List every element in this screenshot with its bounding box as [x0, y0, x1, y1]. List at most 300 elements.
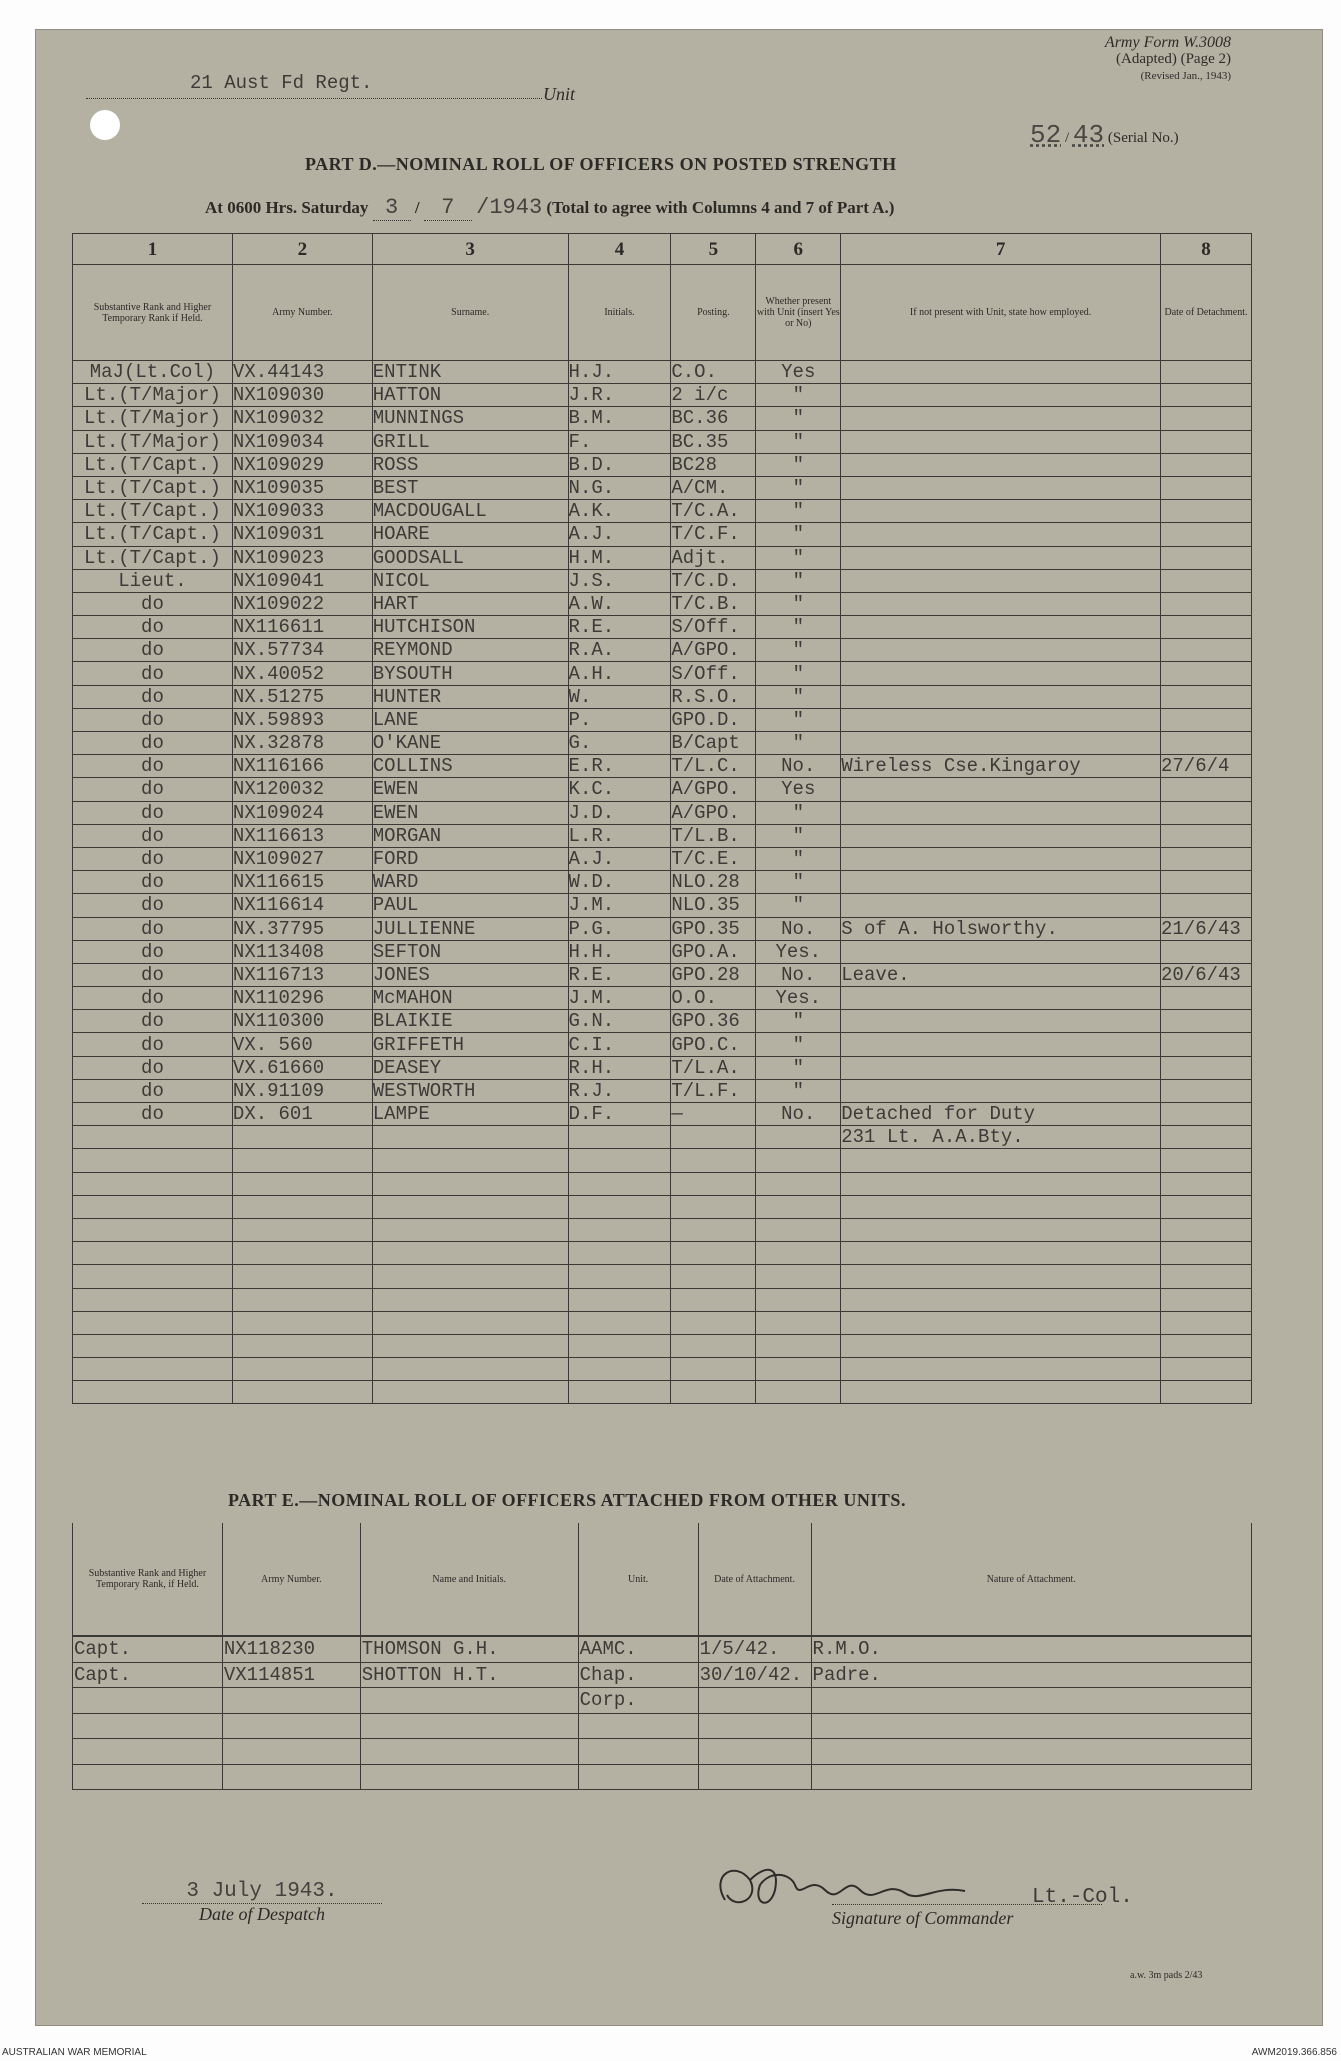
cell-army-number: NX109035 [232, 476, 372, 499]
cell-army-number: VX. 560 [232, 1033, 372, 1056]
cell-detachment-date [1160, 987, 1251, 1010]
cell-initials [568, 1195, 671, 1218]
cell-rank: do [73, 1033, 233, 1056]
cell-present: " [756, 476, 841, 499]
header-initials: Initials. [568, 265, 671, 361]
table-row [73, 963, 1252, 986]
cell-posting [671, 1242, 756, 1265]
pe-cell-name [360, 1764, 578, 1790]
cell-surname: ENTINK [372, 361, 568, 384]
cell-surname: COLLINS [372, 755, 568, 778]
cell-initials: E.R. [568, 755, 671, 778]
cell-army-number: NX116614 [232, 894, 372, 917]
table-row [73, 361, 1252, 384]
cell-army-number: NX109030 [232, 384, 372, 407]
table-row [73, 453, 1252, 476]
pe-cell-army-number: VX114851 [222, 1662, 360, 1688]
cell-initials: A.W. [568, 592, 671, 615]
col-num-2: 2 [232, 234, 372, 265]
cell-surname [372, 1218, 568, 1241]
cell-detachment-date [1160, 1172, 1251, 1195]
cell-employed [841, 1288, 1161, 1311]
cell-army-number: NX116615 [232, 871, 372, 894]
cell-detachment-date [1160, 732, 1251, 755]
cell-posting: GPO.28 [671, 963, 756, 986]
pe-cell-nature [811, 1764, 1251, 1790]
cell-initials: W. [568, 685, 671, 708]
pe-cell-rank: Capt. [73, 1636, 223, 1662]
table-row [73, 1739, 1252, 1765]
cell-posting: S/Off. [671, 662, 756, 685]
cell-present: " [756, 1079, 841, 1102]
header-detachment-date: Date of Detachment. [1160, 265, 1251, 361]
cell-army-number [232, 1126, 372, 1149]
pe-cell-rank [73, 1688, 223, 1714]
cell-employed: S of A. Holsworthy. [841, 917, 1161, 940]
cell-present [756, 1381, 841, 1404]
cell-posting [671, 1311, 756, 1334]
cell-army-number: NX116613 [232, 824, 372, 847]
cell-present: " [756, 616, 841, 639]
cell-employed [841, 430, 1161, 453]
col-num-4: 4 [568, 234, 671, 265]
cell-present: Yes. [756, 987, 841, 1010]
cell-detachment-date [1160, 1079, 1251, 1102]
cell-initials: P.G. [568, 917, 671, 940]
cell-initials [568, 1311, 671, 1334]
cell-rank: do [73, 708, 233, 731]
cell-detachment-date [1160, 847, 1251, 870]
table-row [73, 1195, 1252, 1218]
cell-surname: GRILL [372, 430, 568, 453]
pe-cell-rank: Capt. [73, 1662, 223, 1688]
cell-posting: A/GPO. [671, 778, 756, 801]
despatch-block [142, 1880, 382, 1925]
cell-rank [73, 1311, 233, 1334]
despatch-label: Date of Despatch [199, 1904, 325, 1924]
cell-posting: GPO.36 [671, 1010, 756, 1033]
cell-surname: BEST [372, 476, 568, 499]
cell-employed [841, 685, 1161, 708]
cell-initials [568, 1381, 671, 1404]
table-row [73, 384, 1252, 407]
cell-employed [841, 1358, 1161, 1381]
cell-army-number: NX116713 [232, 963, 372, 986]
serial-label: (Serial No.) [1107, 130, 1179, 146]
part-e-title: PART E.—NOMINAL ROLL OF OFFICERS ATTACHED FROM OTHER UNITS. [228, 1490, 906, 1510]
attached-officers-table [72, 1523, 1252, 1790]
cell-rank: Lieut. [73, 569, 233, 592]
cell-posting: GPO.C. [671, 1033, 756, 1056]
header-present: Whether present with Unit (insert Yes or No) [756, 265, 841, 361]
nominal-roll-table [72, 233, 1252, 1404]
cell-employed [841, 407, 1161, 430]
cell-posting [671, 1218, 756, 1241]
cell-employed [841, 732, 1161, 755]
table-row [73, 778, 1252, 801]
cell-surname: BLAIKIE [372, 1010, 568, 1033]
cell-rank [73, 1242, 233, 1265]
part-d-title: PART D.—NOMINAL ROLL OF OFFICERS ON POSTED STRENGTH [305, 154, 897, 174]
table-row [73, 1218, 1252, 1241]
cell-employed [841, 1195, 1161, 1218]
cell-army-number: DX. 601 [232, 1103, 372, 1126]
cell-surname: HATTON [372, 384, 568, 407]
cell-posting: A/GPO. [671, 639, 756, 662]
cell-present: No. [756, 917, 841, 940]
cell-initials: J.D. [568, 801, 671, 824]
cell-detachment-date [1160, 824, 1251, 847]
header-employed: If not present with Unit, state how employed. [841, 265, 1161, 361]
cell-posting: BC.36 [671, 407, 756, 430]
cell-present: " [756, 732, 841, 755]
cell-detachment-date [1160, 1126, 1251, 1149]
cell-present: Yes. [756, 940, 841, 963]
cell-employed [841, 987, 1161, 1010]
print-reference: a.w. 3m pads 2/43 [1130, 1970, 1203, 1981]
cell-initials [568, 1334, 671, 1357]
table-row [73, 1381, 1252, 1404]
cell-surname [372, 1311, 568, 1334]
cell-army-number: NX.91109 [232, 1079, 372, 1102]
cell-rank [73, 1195, 233, 1218]
date-day: 3 [385, 195, 399, 220]
cell-detachment-date [1160, 1358, 1251, 1381]
cell-surname: SEFTON [372, 940, 568, 963]
cell-employed [841, 1033, 1161, 1056]
cell-initials [568, 1358, 671, 1381]
cell-detachment-date [1160, 453, 1251, 476]
cell-rank [73, 1172, 233, 1195]
table-row [73, 500, 1252, 523]
cell-detachment-date [1160, 500, 1251, 523]
cell-initials: R.H. [568, 1056, 671, 1079]
cell-surname: NICOL [372, 569, 568, 592]
cell-surname: LAMPE [372, 1103, 568, 1126]
pe-header-nature: Nature of Attachment. [811, 1523, 1251, 1636]
pe-cell-nature [811, 1713, 1251, 1739]
cell-detachment-date [1160, 616, 1251, 639]
col-num-6: 6 [756, 234, 841, 265]
archive-id: AWM2019.366.856 [1251, 2047, 1337, 2058]
cell-rank [73, 1265, 233, 1288]
table-row [73, 639, 1252, 662]
cell-initials: P. [568, 708, 671, 731]
cell-posting: 2 i/c [671, 384, 756, 407]
serial-den: 43 [1072, 120, 1105, 150]
cell-army-number: NX.57734 [232, 639, 372, 662]
table-row [73, 1636, 1252, 1662]
table-row [73, 523, 1252, 546]
cell-surname [372, 1358, 568, 1381]
cell-surname [372, 1265, 568, 1288]
table-row [73, 592, 1252, 615]
table-row [73, 801, 1252, 824]
cell-present: " [756, 1033, 841, 1056]
cell-rank: do [73, 824, 233, 847]
cell-surname: BYSOUTH [372, 662, 568, 685]
table-row [73, 1126, 1252, 1149]
pe-cell-army-number [222, 1764, 360, 1790]
pe-cell-date: 30/10/42. [698, 1662, 811, 1688]
cell-surname: O'KANE [372, 732, 568, 755]
punch-hole [90, 110, 120, 140]
cell-present [756, 1311, 841, 1334]
serial-num: 52 [1030, 120, 1062, 150]
cell-detachment-date [1160, 1218, 1251, 1241]
pe-cell-date [698, 1764, 811, 1790]
table-row [73, 685, 1252, 708]
cell-employed [841, 1218, 1161, 1241]
cell-initials [568, 1126, 671, 1149]
table-row [73, 546, 1252, 569]
pe-cell-name [360, 1739, 578, 1765]
cell-initials: A.J. [568, 847, 671, 870]
cell-army-number [232, 1311, 372, 1334]
cell-army-number [232, 1381, 372, 1404]
cell-rank: Lt.(T/Capt.) [73, 546, 233, 569]
table-row [73, 1010, 1252, 1033]
table-row [73, 940, 1252, 963]
cell-employed [841, 500, 1161, 523]
cell-posting: — [671, 1103, 756, 1126]
cell-initials: N.G. [568, 476, 671, 499]
cell-surname [372, 1381, 568, 1404]
cell-rank: do [73, 871, 233, 894]
cell-employed [841, 1079, 1161, 1102]
cell-surname: MORGAN [372, 824, 568, 847]
cell-surname [372, 1126, 568, 1149]
cell-army-number: NX116166 [232, 755, 372, 778]
cell-employed [841, 940, 1161, 963]
table-row [73, 1103, 1252, 1126]
cell-posting [671, 1149, 756, 1172]
cell-initials [568, 1265, 671, 1288]
cell-initials: B.D. [568, 453, 671, 476]
col-num-3: 3 [372, 234, 568, 265]
cell-posting: T/C.E. [671, 847, 756, 870]
cell-present: " [756, 407, 841, 430]
cell-surname: HUNTER [372, 685, 568, 708]
cell-posting: NLO.28 [671, 871, 756, 894]
cell-employed [841, 778, 1161, 801]
cell-present [756, 1149, 841, 1172]
cell-rank: Lt.(T/Capt.) [73, 523, 233, 546]
table-row [73, 917, 1252, 940]
cell-rank: Lt.(T/Major) [73, 407, 233, 430]
part-e-header-row [73, 1523, 1252, 1636]
pe-cell-army-number [222, 1739, 360, 1765]
cell-rank: do [73, 616, 233, 639]
cell-posting: Adjt. [671, 546, 756, 569]
cell-rank: do [73, 1079, 233, 1102]
cell-detachment-date [1160, 476, 1251, 499]
cell-initials: G.N. [568, 1010, 671, 1033]
serial-number: 52 / 43 (Serial No.) [1030, 120, 1179, 150]
table-row [73, 1662, 1252, 1688]
pe-header-rank: Substantive Rank and Higher Temporary Rank, if Held. [73, 1523, 223, 1636]
header-surname: Surname. [372, 265, 568, 361]
cell-employed [841, 1311, 1161, 1334]
cell-army-number: VX.61660 [232, 1056, 372, 1079]
cell-employed [841, 1056, 1161, 1079]
cell-detachment-date [1160, 1242, 1251, 1265]
pe-cell-name: THOMSON G.H. [360, 1636, 578, 1662]
cell-army-number: NX109032 [232, 407, 372, 430]
date-month: 7 [441, 195, 455, 220]
cell-army-number: NX.51275 [232, 685, 372, 708]
cell-detachment-date [1160, 1149, 1251, 1172]
cell-detachment-date [1160, 1311, 1251, 1334]
cell-employed [841, 361, 1161, 384]
cell-rank [73, 1218, 233, 1241]
cell-posting: BC.35 [671, 430, 756, 453]
cell-posting: A/CM. [671, 476, 756, 499]
cell-initials: G. [568, 732, 671, 755]
cell-initials [568, 1242, 671, 1265]
cell-rank: do [73, 662, 233, 685]
cell-posting: GPO.A. [671, 940, 756, 963]
cell-posting: T/C.D. [671, 569, 756, 592]
table-row [73, 871, 1252, 894]
pe-cell-unit [578, 1764, 698, 1790]
report-date-line: At 0600 Hrs. Saturday 3 / 7 /1943 (Total to agree with Columns 4 and 7 of Part A.) [205, 195, 895, 220]
table-row [73, 1242, 1252, 1265]
cell-employed [841, 569, 1161, 592]
commander-rank: Lt.-Col. [1032, 1886, 1133, 1909]
cell-present [756, 1288, 841, 1311]
cell-detachment-date [1160, 778, 1251, 801]
cell-rank: do [73, 778, 233, 801]
cell-present: " [756, 871, 841, 894]
cell-rank: Lt.(T/Capt.) [73, 500, 233, 523]
cell-rank: Lt.(T/Major) [73, 384, 233, 407]
cell-employed [841, 894, 1161, 917]
cell-detachment-date [1160, 1103, 1251, 1126]
cell-army-number: NX109041 [232, 569, 372, 592]
cell-rank: do [73, 1010, 233, 1033]
header-posting: Posting. [671, 265, 756, 361]
cell-rank: do [73, 963, 233, 986]
cell-detachment-date [1160, 940, 1251, 963]
table-row [73, 407, 1252, 430]
cell-detachment-date [1160, 523, 1251, 546]
cell-posting: T/L.C. [671, 755, 756, 778]
cell-initials: C.I. [568, 1033, 671, 1056]
pe-cell-date [698, 1713, 811, 1739]
cell-present: " [756, 708, 841, 731]
cell-rank [73, 1334, 233, 1357]
table-row [73, 1688, 1252, 1714]
pe-cell-date [698, 1688, 811, 1714]
cell-initials: R.A. [568, 639, 671, 662]
table-row [73, 894, 1252, 917]
cell-army-number [232, 1334, 372, 1357]
cell-army-number: NX109027 [232, 847, 372, 870]
unit-value: 21 Aust Fd Regt. [190, 72, 373, 94]
cell-posting: O.O. [671, 987, 756, 1010]
cell-posting: T/L.A. [671, 1056, 756, 1079]
cell-present: " [756, 824, 841, 847]
table-row [73, 847, 1252, 870]
cell-present: " [756, 847, 841, 870]
table-row [73, 824, 1252, 847]
header-army-number: Army Number. [232, 265, 372, 361]
cell-employed [841, 1334, 1161, 1357]
pe-cell-unit: AAMC. [578, 1636, 698, 1662]
cell-army-number: NX109033 [232, 500, 372, 523]
pe-cell-unit: Corp. [578, 1688, 698, 1714]
cell-posting: A/GPO. [671, 801, 756, 824]
cell-detachment-date [1160, 708, 1251, 731]
cell-rank: do [73, 987, 233, 1010]
cell-present: No. [756, 1103, 841, 1126]
cell-initials: D.F. [568, 1103, 671, 1126]
cell-rank: Lt.(T/Major) [73, 430, 233, 453]
cell-present [756, 1358, 841, 1381]
cell-posting: T/L.F. [671, 1079, 756, 1102]
cell-rank: do [73, 847, 233, 870]
cell-detachment-date [1160, 361, 1251, 384]
cell-rank [73, 1149, 233, 1172]
pe-cell-army-number [222, 1688, 360, 1714]
cell-surname: EWEN [372, 801, 568, 824]
cell-present: " [756, 592, 841, 615]
form-id-line3: (Revised Jan., 1943) [1140, 70, 1231, 82]
cell-detachment-date [1160, 1056, 1251, 1079]
cell-detachment-date [1160, 592, 1251, 615]
cell-posting [671, 1172, 756, 1195]
cell-present: " [756, 639, 841, 662]
cell-rank: do [73, 801, 233, 824]
cell-army-number: NX109034 [232, 430, 372, 453]
cell-posting: T/L.B. [671, 824, 756, 847]
pe-cell-name [360, 1688, 578, 1714]
cell-army-number: NX.40052 [232, 662, 372, 685]
cell-present: " [756, 546, 841, 569]
cell-army-number [232, 1149, 372, 1172]
cell-initials: R.E. [568, 963, 671, 986]
cell-detachment-date [1160, 1288, 1251, 1311]
cell-detachment-date [1160, 639, 1251, 662]
pe-cell-nature: R.M.O. [811, 1636, 1251, 1662]
cell-surname: JONES [372, 963, 568, 986]
cell-surname: McMAHON [372, 987, 568, 1010]
cell-posting [671, 1126, 756, 1149]
cell-employed [841, 476, 1161, 499]
cell-employed [841, 616, 1161, 639]
cell-army-number [232, 1242, 372, 1265]
cell-posting [671, 1381, 756, 1404]
cell-present: " [756, 1010, 841, 1033]
cell-rank: do [73, 917, 233, 940]
cell-detachment-date [1160, 662, 1251, 685]
cell-army-number: NX109023 [232, 546, 372, 569]
table-row [73, 987, 1252, 1010]
cell-detachment-date [1160, 569, 1251, 592]
cell-detachment-date [1160, 685, 1251, 708]
cell-army-number [232, 1265, 372, 1288]
pe-cell-name [360, 1713, 578, 1739]
cell-present: No. [756, 963, 841, 986]
cell-army-number: NX.32878 [232, 732, 372, 755]
cell-initials: J.S. [568, 569, 671, 592]
cell-posting: NLO.35 [671, 894, 756, 917]
cell-present: Yes [756, 361, 841, 384]
cell-present [756, 1334, 841, 1357]
table-row [73, 1288, 1252, 1311]
table-row [73, 1033, 1252, 1056]
